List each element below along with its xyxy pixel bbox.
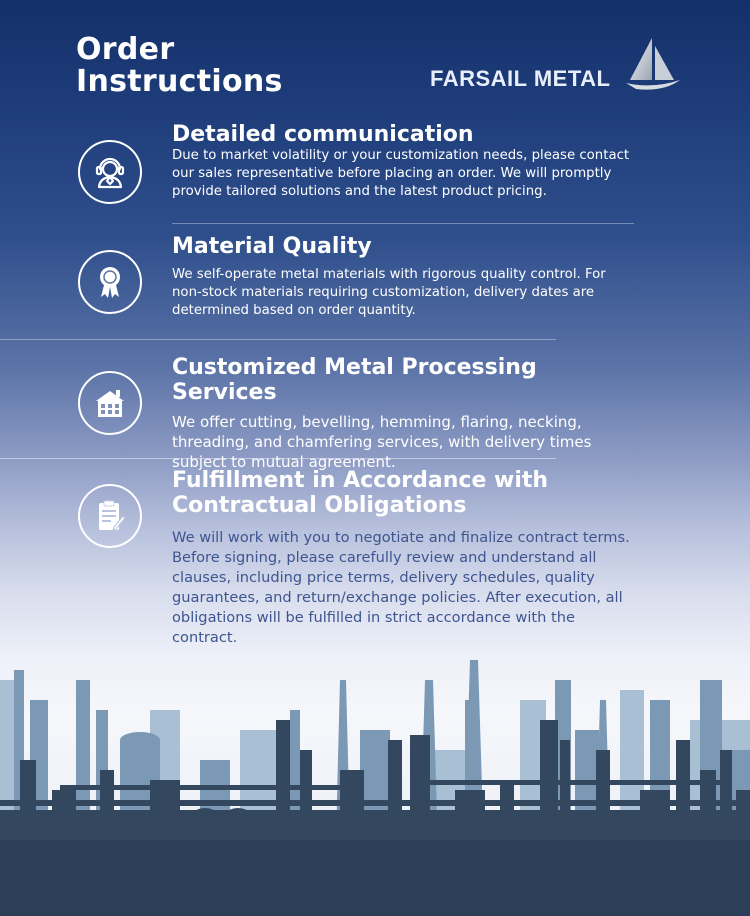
- brand-name: FARSAIL METAL: [430, 66, 611, 91]
- section-icon-circle: [78, 140, 142, 204]
- industrial-skyline-illustration: [0, 640, 750, 916]
- section-processing-services: [78, 355, 634, 471]
- page-title-line1: Order: [76, 32, 175, 67]
- section-title: Fulfillment in Accordance with Contractual Obligations: [172, 468, 549, 518]
- contract-document-icon: [92, 498, 128, 534]
- divider: [0, 458, 556, 459]
- section-contract-fulfillment: [78, 468, 634, 648]
- page-title-line2: Instructions: [76, 64, 283, 99]
- brand: [430, 34, 690, 94]
- section-body: We self-operate metal materials with rigorous quality control. For non-stock materials requiring customization, delivery dates are determined based on order quantity.: [172, 267, 606, 318]
- section-material-quality: [78, 234, 634, 334]
- divider: [0, 339, 556, 340]
- divider: [172, 223, 634, 224]
- section-body: We will work with you to negotiate and finalize contract terms. Before signing, please carefully review and understand all clauses, including price terms, delivery schedules, quality guarantees, and return/exchange policies. After execution, all obligations will be fulfilled in strict accordance with the contract.: [172, 529, 630, 646]
- section-title: Material Quality: [172, 234, 372, 259]
- section-icon-circle: [78, 250, 142, 314]
- support-agent-icon: [92, 154, 128, 190]
- section-icon-circle: [78, 484, 142, 548]
- sailboat-logo-icon: [624, 36, 682, 92]
- award-ribbon-icon: [92, 264, 128, 300]
- section-communication: [78, 122, 634, 222]
- factory-building-icon: [92, 385, 128, 421]
- section-icon-circle: [78, 371, 142, 435]
- section-title: Detailed communication: [172, 122, 474, 147]
- page-title: [76, 34, 283, 98]
- section-title: Customized Metal Processing Services: [172, 355, 537, 405]
- section-body: Due to market volatility or your customization needs, please contact our sales representative before placing an order. We will promptly provide tailored solutions and the latest product pricing.: [172, 148, 630, 199]
- section-body: We offer cutting, bevelling, hemming, flaring, necking, threading, and chamfering services, with delivery times subject to mutual agreement.: [172, 413, 592, 471]
